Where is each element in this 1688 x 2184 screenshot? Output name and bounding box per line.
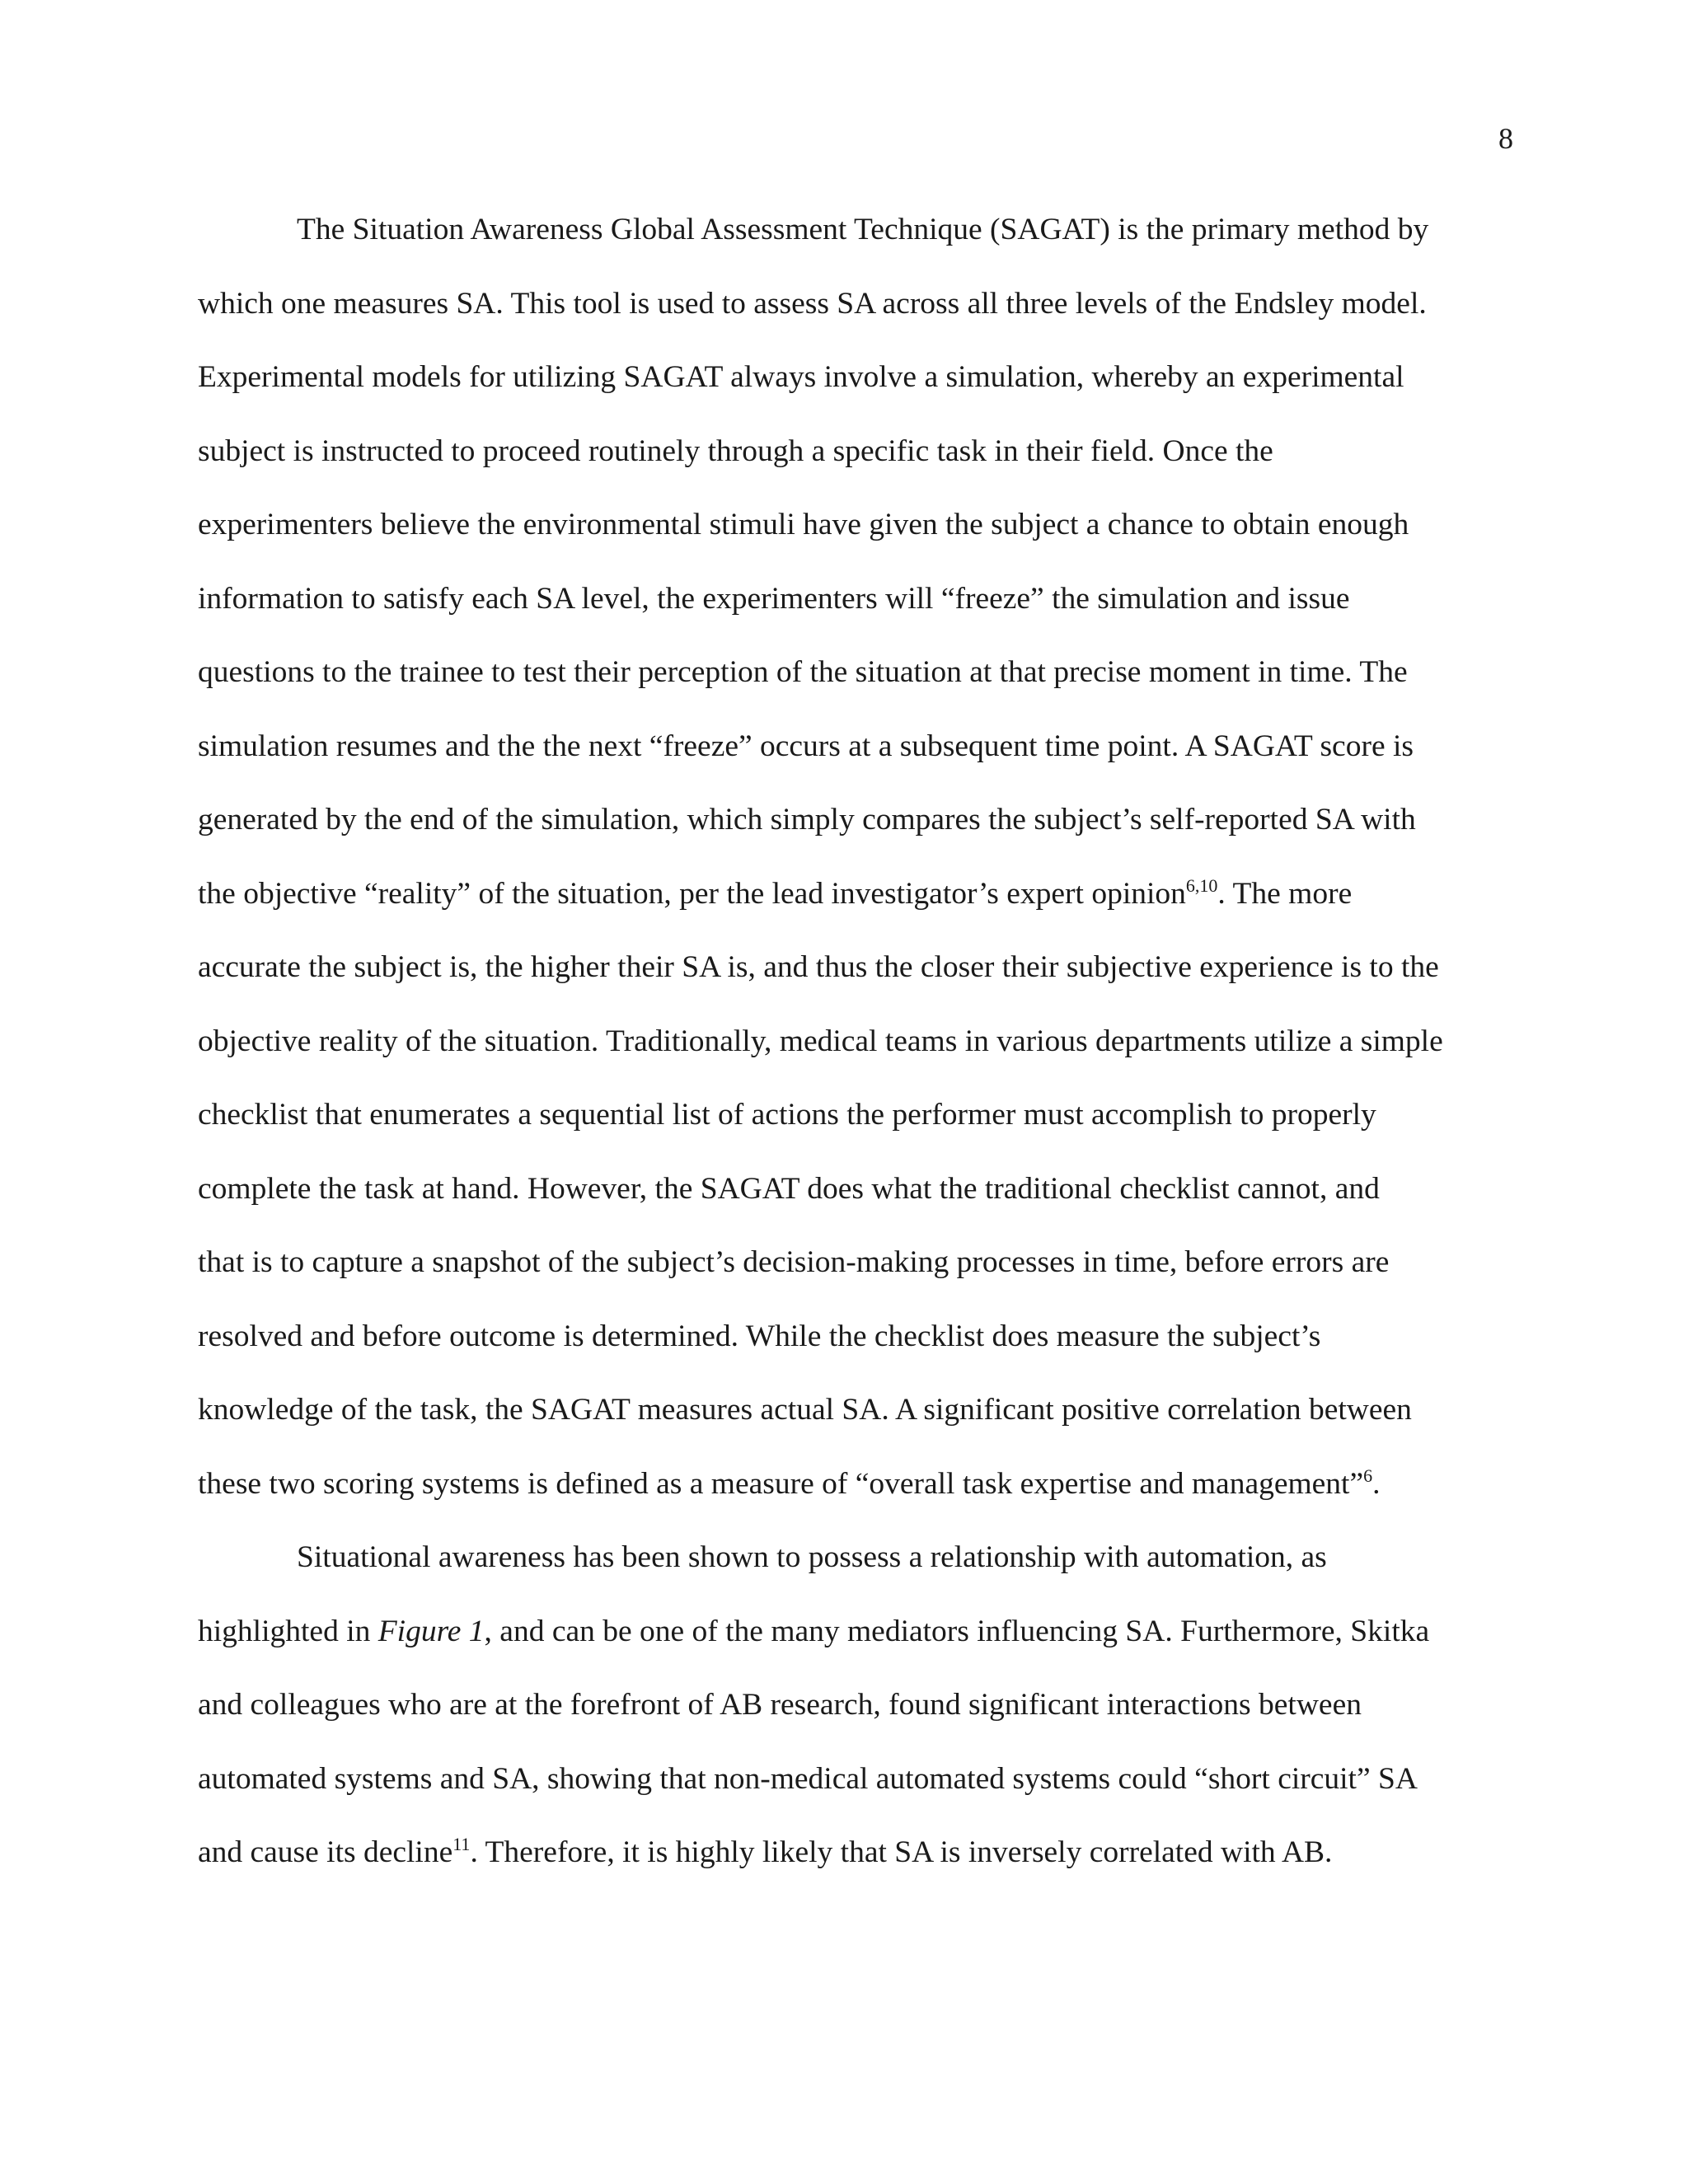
text-line: which one measures SA. This tool is used to assess SA across all three levels of the Endsley model. bbox=[198, 286, 1427, 321]
text-line: accurate the subject is, the higher their SA is, and thus the closer their subjective experience is to the bbox=[198, 950, 1439, 984]
citation-superscript: 11 bbox=[452, 1834, 471, 1854]
text-line: Situational awareness has been shown to possess a relationship with automation, as bbox=[297, 1540, 1327, 1574]
text-line: experimenters believe the environmental stimuli have given the subject a chance to obtain enough bbox=[198, 508, 1409, 541]
text-line: complete the task at hand. However, the SAGAT does what the traditional checklist cannot, and bbox=[198, 1171, 1380, 1206]
text-line: knowledge of the task, the SAGAT measures actual SA. A significant positive correlation between bbox=[198, 1393, 1412, 1427]
citation-superscript: 6,10 bbox=[1185, 874, 1218, 896]
text-line: highlighted in Figure 1, and can be one of the many mediators influencing SA. Furthermore, Skitka bbox=[198, 1614, 1430, 1648]
text-line: resolved and before outcome is determined. While the checklist does measure the subject’s bbox=[198, 1319, 1321, 1353]
text-line: these two scoring systems is defined as a measure of “overall task expertise and management”$^6$. bbox=[198, 1465, 1381, 1501]
text-line: checklist that enumerates a sequential list of actions the performer must accomplish to properly bbox=[198, 1098, 1376, 1132]
text-line: information to satisfy each SA level, the experimenters will “freeze” the simulation and issue bbox=[198, 581, 1350, 616]
body-text bbox=[198, 193, 1503, 1890]
citation-superscript: 6 bbox=[1363, 1465, 1373, 1486]
text-line: subject is instructed to proceed routinely through a specific task in their field. Once the bbox=[198, 434, 1273, 468]
text-line: and colleagues who are at the forefront of AB research, found significant interactions between bbox=[198, 1688, 1362, 1722]
text-line: automated systems and SA, showing that non-medical automated systems could “short circuit” SA bbox=[198, 1761, 1418, 1796]
text-line: Experimental models for utilizing SAGAT always involve a simulation, whereby an experimental bbox=[198, 360, 1404, 394]
text-line: simulation resumes and the the next “freeze” occurs at a subsequent time point. A SAGAT score is bbox=[198, 729, 1414, 763]
text-line: questions to the trainee to test their perception of the situation at that precise moment in time. The bbox=[198, 655, 1408, 689]
text-line: the objective “reality” of the situation, per the lead investigator’s expert opinion$^{6,10}$. The more bbox=[198, 874, 1353, 911]
page-number: 8 bbox=[1498, 122, 1513, 155]
figure-reference: Figure 1 bbox=[377, 1614, 485, 1648]
text-line: and cause its decline$^{11}$. Therefore, it is highly likely that SA is inversely correlated with AB. bbox=[198, 1834, 1333, 1869]
text-line: that is to capture a snapshot of the subject’s decision-making processes in time, before errors are bbox=[198, 1245, 1390, 1279]
text-line: objective reality of the situation. Traditionally, medical teams in various departments utilize a simple bbox=[198, 1024, 1443, 1058]
text-line: The Situation Awareness Global Assessment Technique (SAGAT) is the primary method by bbox=[297, 213, 1429, 246]
text-line: generated by the end of the simulation, which simply compares the subject’s self-reported SA with bbox=[198, 803, 1416, 837]
